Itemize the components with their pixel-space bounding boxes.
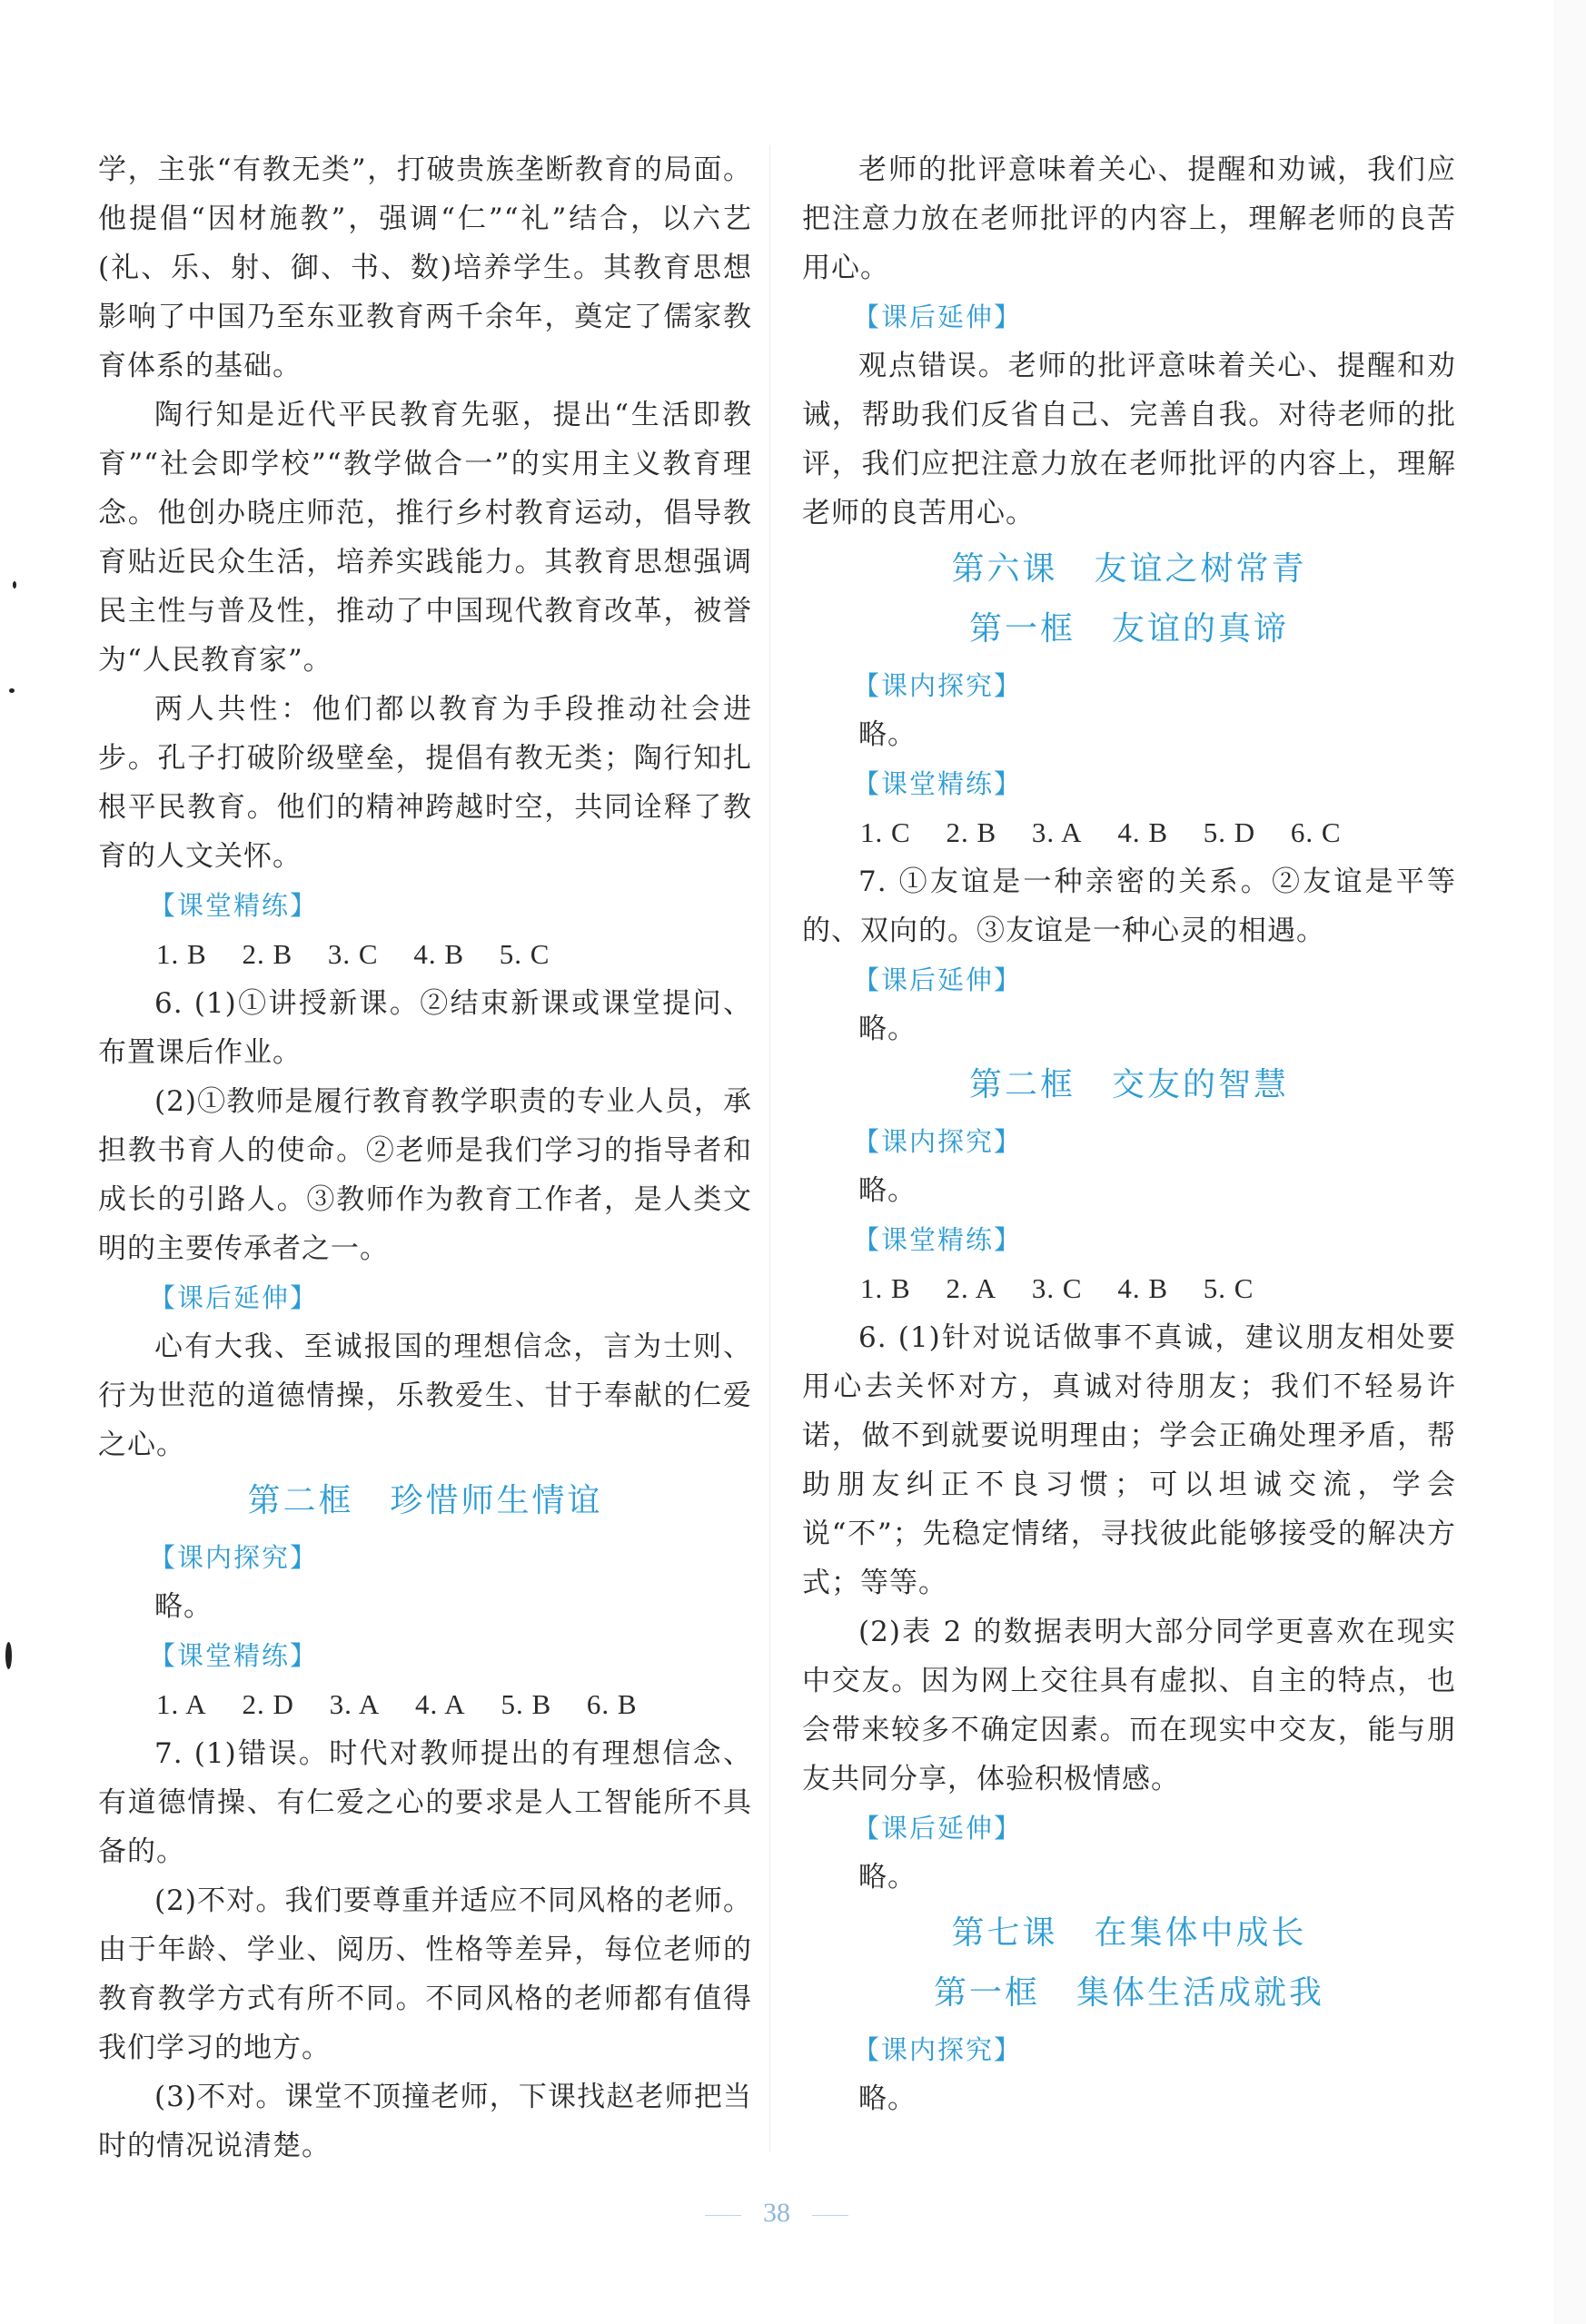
section-tag: 【课堂精练】: [853, 768, 1023, 799]
answer-item: 2. B: [946, 816, 997, 848]
heading-label: 第二框: [968, 1066, 1076, 1103]
answer-item: 4. B: [1117, 1272, 1168, 1304]
scan-speck: [5, 1642, 12, 1669]
section-tag: 【课后延伸】: [853, 302, 1023, 332]
answer-item: 5. C: [1203, 1272, 1254, 1304]
heading-label: 第七课: [951, 1914, 1058, 1952]
answer-item: 3. C: [327, 938, 379, 970]
answer-paragraph: 7. (1)错误。时代对教师提出的有理想信念、有道德情操、有仁爱之心的要求是人工智能所不具备的。: [98, 1737, 752, 1868]
paragraph: 略。: [858, 1013, 917, 1045]
answer-row: [98, 1680, 752, 1729]
section-heading: [802, 601, 1456, 658]
section-tag: 【课堂精练】: [149, 1640, 319, 1671]
answer-item: 6. B: [586, 1688, 638, 1720]
paragraph: 略。: [154, 1590, 213, 1623]
answer-item: 6. C: [1290, 816, 1342, 848]
section-tag: 【课堂精练】: [149, 890, 319, 921]
section-tag: 【课堂精练】: [853, 1224, 1023, 1255]
paragraph: 学，主张“有教无类”，打破贵族垄断教育的局面。他提倡“因材施教”，强调“仁”“礼”结合，以六艺(礼、乐、射、御、书、数)培养学生。其教育思想影响了中国乃至东亚教育两千余年，奠定了儒家教育体系的基础。: [98, 153, 752, 382]
paragraph: 略。: [858, 718, 917, 751]
paragraph: 略。: [858, 1174, 917, 1207]
answer-item: 3. C: [1031, 1272, 1083, 1304]
answer-paragraph: (3)不对。课堂不顶撞老师，下课找赵老师把当时的情况说清楚。: [98, 2081, 752, 2162]
answer-item: 4. B: [1117, 816, 1168, 848]
page-number-value: 38: [763, 2198, 790, 2228]
section-heading: [802, 1965, 1456, 2022]
column-divider: [769, 145, 770, 2152]
right-column: [802, 145, 1456, 2123]
answer-item: 5. D: [1203, 816, 1256, 848]
scan-speck: [13, 581, 16, 588]
paragraph: 略。: [858, 1861, 917, 1894]
answer-paragraph: (2)①教师是履行教育教学职责的专业人员，承担教书育人的使命。②老师是我们学习的指导者和成长的引路人。③教师作为教育工作者，是人类文明的主要传承者之一。: [98, 1085, 752, 1265]
heading-label: 第一框: [933, 1974, 1040, 2012]
answer-item: 4. A: [415, 1688, 466, 1720]
page-number-dash: [705, 2215, 741, 2216]
heading-title: 友谊之树常青: [1094, 550, 1307, 588]
answer-item: 2. B: [242, 938, 293, 970]
paragraph: 陶行知是近代平民教育先驱，提出“生活即教育”“社会即学校”“教学做合一”的实用主义教育理念。他创办晓庄师范，推行乡村教育运动，倡导教育贴近民众生活，培养实践能力。其教育思想强调民主性与普及性，推动了中国现代教育改革，被誉为“人民教育家”。: [98, 399, 752, 677]
page-number-dash: [812, 2215, 848, 2216]
answer-row: [98, 930, 752, 979]
answer-paragraph: (2)表 2 的数据表明大部分同学更喜欢在现实中交友。因为网上交往具有虚拟、自主的特点，也会带来较多不确定因素。而在现实中交友，能与朋友共同分享，体验积极情感。: [802, 1616, 1456, 1795]
lesson-heading: [802, 541, 1456, 598]
heading-title: 集体生活成就我: [1076, 1974, 1325, 2012]
answer-item: 2. D: [242, 1688, 294, 1720]
heading-title: 在集体中成长: [1094, 1914, 1307, 1952]
answer-item: 3. A: [329, 1688, 381, 1720]
section-tag: 【课后延伸】: [853, 964, 1023, 995]
heading-title: 珍惜师生情谊: [390, 1482, 603, 1519]
answer-item: 5. B: [501, 1688, 552, 1720]
scan-speck: [9, 688, 15, 693]
answer-item: 1. B: [156, 938, 207, 970]
paragraph: 老师的批评意味着关心、提醒和劝诫，我们应把注意力放在老师批评的内容上，理解老师的良苦用心。: [802, 153, 1456, 284]
heading-label: 第六课: [951, 550, 1058, 588]
heading-label: 第二框: [247, 1482, 354, 1519]
left-column: [98, 145, 752, 2171]
section-heading: [802, 1057, 1456, 1113]
answer-row: [802, 1264, 1456, 1313]
section-tag: 【课内探究】: [853, 1126, 1023, 1157]
page-number: [0, 2198, 1553, 2229]
section-tag: 【课内探究】: [853, 670, 1023, 701]
lesson-heading: [802, 1905, 1456, 1962]
heading-label: 第一框: [968, 610, 1076, 648]
section-tag: 【课内探究】: [149, 1542, 319, 1573]
paragraph: 略。: [858, 2082, 917, 2115]
section-tag: 【课后延伸】: [853, 1813, 1023, 1844]
answer-paragraph: 6. (1)针对说话做事不真诚，建议朋友相处要用心去关怀对方，真诚对待朋友；我们不轻易许诺，做不到就要说明理由；学会正确处理矛盾，帮助朋友纠正不良习惯；可以坦诚交流，学会说“不”；先稳定情绪，寻找彼此能够接受的解决方式；等等。: [802, 1321, 1456, 1599]
answer-item: 3. A: [1031, 816, 1083, 848]
paragraph: 心有大我、至诚报国的理想信念，言为士则、行为世范的道德情操，乐教爱生、甘于奉献的仁爱之心。: [98, 1330, 752, 1461]
paragraph: 两人共性：他们都以教育为手段推动社会进步。孔子打破阶级壁垒，提倡有教无类；陶行知扎根平民教育。他们的精神跨越时空，共同诠释了教育的人文关怀。: [98, 693, 752, 873]
answer-item: 2. A: [946, 1272, 997, 1304]
answer-paragraph: (2)不对。我们要尊重并适应不同风格的老师。由于年龄、学业、阅历、性格等差异，每位老师的教育教学方式有所不同。不同风格的老师都有值得我们学习的地方。: [98, 1884, 752, 2064]
answer-item: 4. B: [413, 938, 464, 970]
section-heading: [98, 1473, 752, 1529]
section-tag: 【课后延伸】: [149, 1282, 319, 1313]
paragraph: 观点错误。老师的批评意味着关心、提醒和劝诫，帮助我们反省自己、完善自我。对待老师的批评，我们应把注意力放在老师批评的内容上，理解老师的良苦用心。: [802, 350, 1456, 529]
answer-item: 1. A: [156, 1688, 207, 1720]
answer-item: 1. B: [860, 1272, 911, 1304]
answer-item: 1. C: [860, 816, 911, 848]
answer-item: 5. C: [499, 938, 550, 970]
answer-row: [802, 808, 1456, 857]
answer-paragraph: 7. ①友谊是一种亲密的关系。②友谊是平等的、双向的。③友谊是一种心灵的相遇。: [802, 865, 1456, 947]
section-tag: 【课内探究】: [853, 2034, 1023, 2065]
answer-paragraph: 6. (1)①讲授新课。②结束新课或课堂提问、布置课后作业。: [98, 987, 752, 1069]
heading-title: 友谊的真谛: [1112, 610, 1290, 648]
heading-title: 交友的智慧: [1112, 1066, 1290, 1103]
